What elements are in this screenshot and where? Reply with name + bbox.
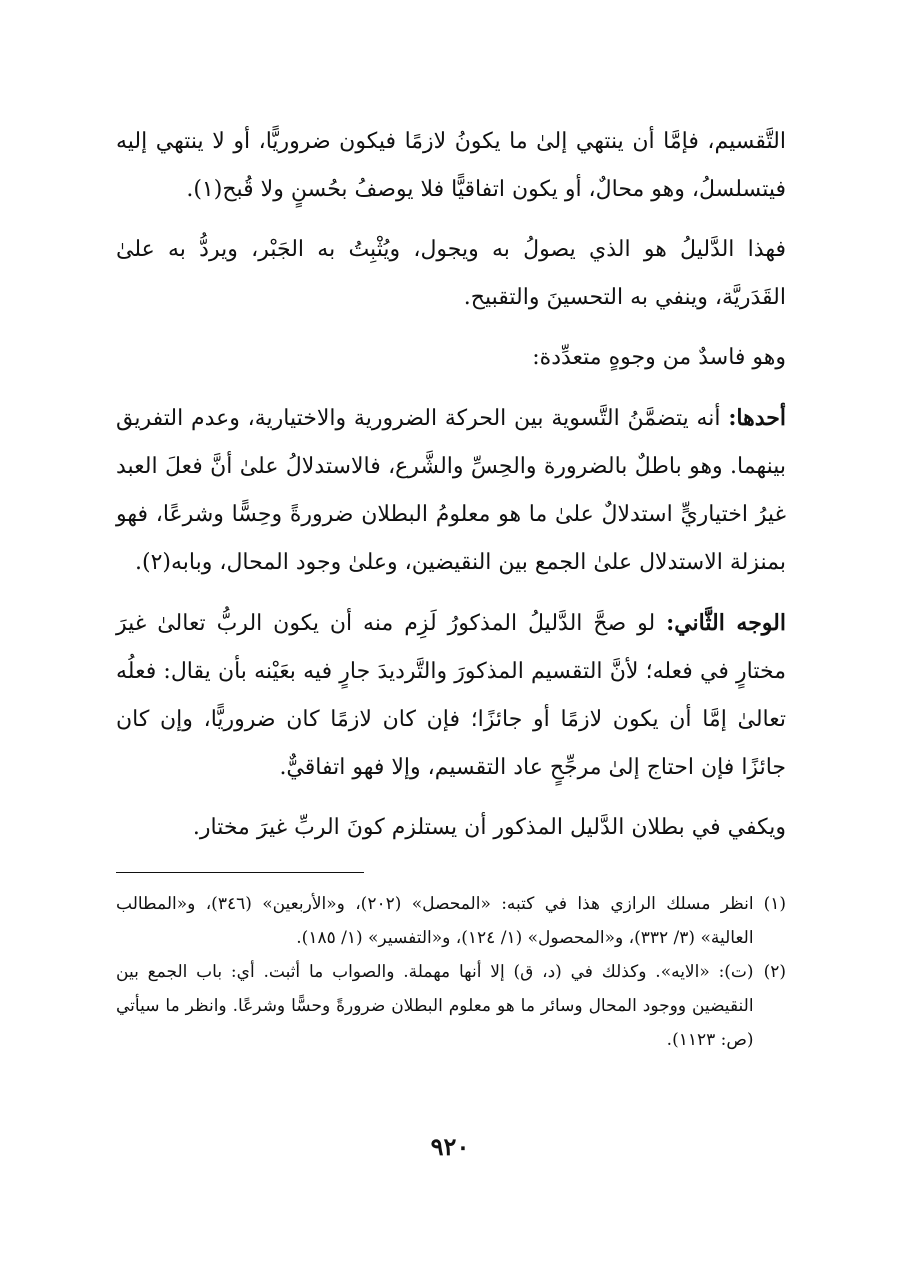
footnote-2 [116, 955, 786, 1057]
paragraph-4 [116, 394, 786, 587]
paragraph-1: التَّقسيم، فإمَّا أن ينتهي إلىٰ ما يكونُ لازمًا فيكون ضروريًّا، أو لا ينتهي إليه فيتسلسلُ، وهو محالٌ، أو يكون اتفاقيًّا فلا يوصفُ بحُسنٍ ولا قُبح(١). [116, 129, 786, 202]
footnote-2-number: (٢) [763, 962, 786, 982]
paragraph-6: ويكفي في بطلان الدَّليل المذكور أن يستلزم كونَ الربِّ غيرَ مختار. [192, 815, 786, 840]
footnote-1-text: انظر مسلك الرازي هذا في كتبه: «المحصل» (٢٠٢)، و«الأربعين» (٣٤٦)، و«المطالب العالية» (٣/ ٣٣٢)، و«المحصول» (١/ ١٢٤)، و«التفسير» (١/ ١٨٥). [116, 894, 754, 948]
page-number: ٩٢٠ [430, 1132, 470, 1161]
paragraph-4-lead: أحدها: [728, 405, 786, 431]
footnote-2-text: (ت): «الايه». وكذلك في (د، ق) إلا أنها مهملة. والصواب ما أثبت. أي: باب الجمع بين النقيضين ووجود المحال وسائر ما هو معلوم البطلان ضرورةً وحسًّا وشرعًا. وانظر ما سيأتي (ص: ١١٢٣). [116, 962, 754, 1050]
paragraph-4-text: أنه يتضمَّنُ التَّسوية بين الحركة الضرورية والاختيارية، وعدم التفريق بينهما. وهو باطلٌ بالضرورة والحِسِّ والشَّرع، فالاستدلالُ علىٰ أنَّ فعلَ العبد غيرُ اختياريٍّ استدلالٌ علىٰ ما هو معلومُ البطلان ضرورةً وحِسًّا وشرعًا، فهو بمنزلة الاستدلال علىٰ الجمع بين النقيضين، وعلىٰ وجود المحال، وبابه(٢). [116, 406, 786, 575]
paragraph-5 [116, 599, 786, 792]
footnote-divider [116, 872, 364, 873]
paragraph-2: فهذا الدَّليلُ هو الذي يصولُ به ويجول، ويُثْبِتُ به الجَبْر، ويردُّ به علىٰ القَدَريَّة، وينفي به التحسينَ والتقبيح. [116, 237, 786, 310]
footnote-1-number: (١) [763, 894, 786, 914]
paragraph-5-text: لو صحَّ الدَّليلُ المذكورُ لَزِم منه أن يكون الربُّ تعالىٰ غيرَ مختارٍ في فعله؛ لأنَّ التقسيم المذكورَ والتَّرديدَ جارٍ فيه بعَيْنه بأن يقال: فعلُه تعالىٰ إمَّا أن يكون لازمًا أو جائزًا؛ فإن كان لازمًا كان ضروريًّا، وإن كان جائزًا فإن احتاج إلىٰ مرجِّحٍ عاد التقسيم، وإلا فهو اتفاقيٌّ. [116, 611, 786, 780]
paragraph-3: وهو فاسدٌ من وجوهٍ متعدِّدة: [532, 345, 786, 370]
footnote-1 [116, 887, 786, 955]
page-content [116, 118, 786, 1057]
paragraph-5-lead: الوجه الثَّاني: [666, 610, 786, 636]
